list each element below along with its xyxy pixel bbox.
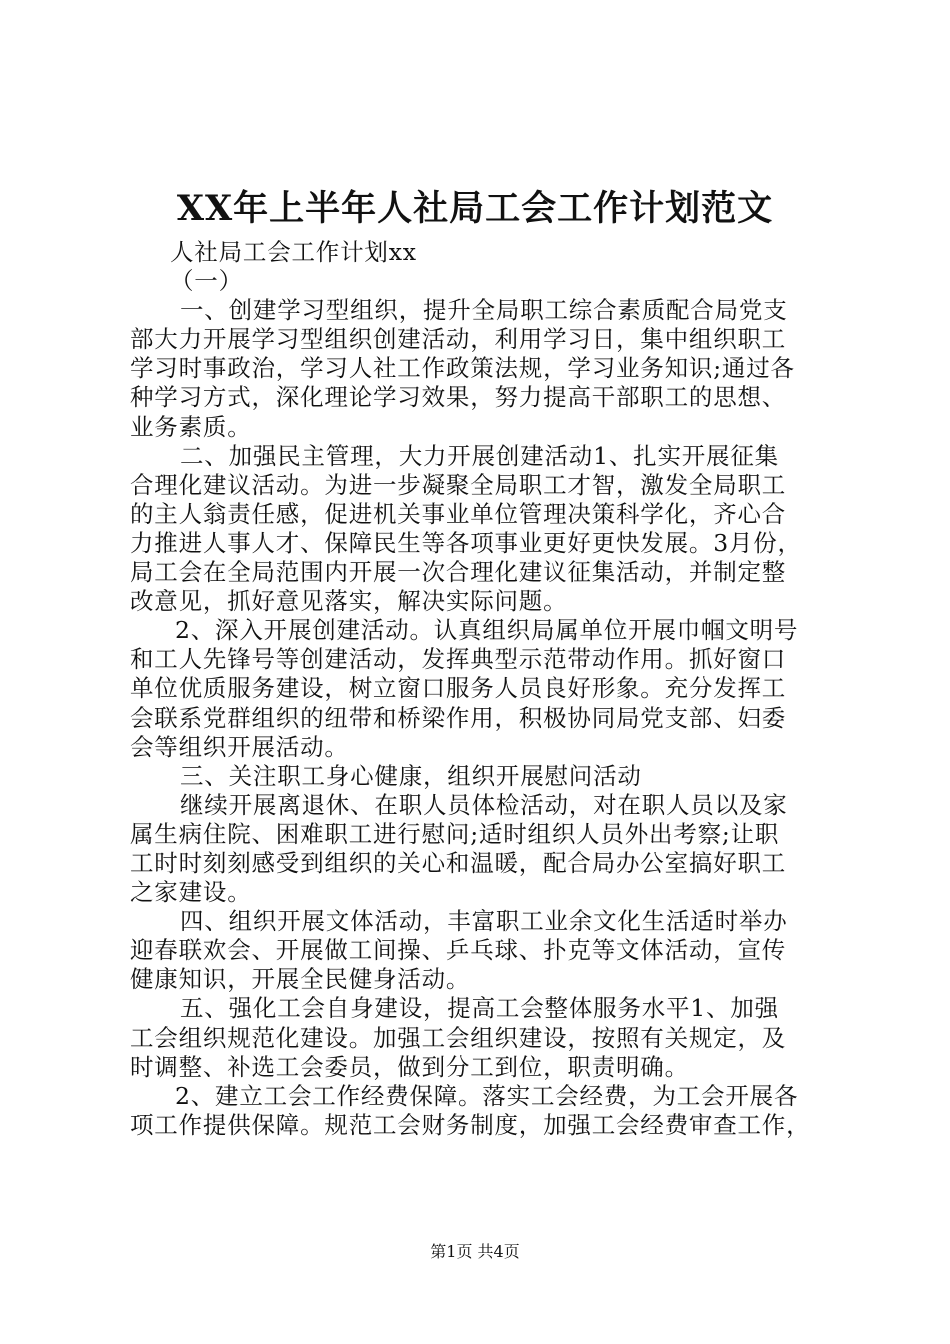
text-line: 四、组织开展文体活动，丰富职工业余文化生活适时举办: [180, 907, 788, 936]
text-line: 项工作提供保障。规范工会财务制度，加强工会经费审查工作，: [130, 1110, 811, 1139]
text-line: 业务素质。: [130, 412, 252, 441]
text-line: 和工人先锋号等创建活动，发挥典型示范带动作用。抓好窗口: [130, 645, 787, 674]
text-line: 单位优质服务建设，树立窗口服务人员良好形象。充分发挥工: [130, 674, 787, 703]
document-body: [130, 238, 830, 1140]
page-footer: 第1页 共4页: [430, 1242, 520, 1261]
text-line: 的主人翁责任感，促进机关事业单位管理决策科学化，齐心合: [130, 499, 787, 528]
text-line: 力推进人事人才、保障民生等各项事业更好更快发展。3月份，: [130, 528, 802, 557]
text-line: 工会组织规范化建设。加强工会组织建设，按照有关规定，及: [130, 1023, 787, 1052]
text-line: 会联系党群组织的纽带和桥梁作用，积极协同局党支部、妇委: [130, 703, 787, 732]
text-line: 之家建设。: [130, 878, 252, 907]
text-line: 三、关注职工身心健康，组织开展慰问活动: [180, 761, 642, 790]
text-line: 工时时刻刻感受到组织的关心和温暖，配合局办公室搞好职工: [130, 848, 787, 877]
text-line: 时调整、补选工会委员，做到分工到位，职责明确。: [130, 1052, 689, 1081]
text-line: 学习时事政治，学习人社工作政策法规，学习业务知识;通过各: [130, 354, 795, 383]
text-line: 二、加强民主管理，大力开展创建活动1、扎实开展征集: [180, 441, 779, 470]
text-line: 五、强化工会自身建设，提高工会整体服务水平1、加强: [180, 994, 779, 1023]
document-title: XX年上半年人社局工会工作计划范文: [176, 188, 774, 229]
text-line: 改意见，抓好意见落实，解决实际问题。: [130, 587, 568, 616]
text-line: 迎春联欢会、开展做工间操、乒乓球、扑克等文体活动，宣传: [130, 936, 787, 965]
text-line: 局工会在全局范围内开展一次合理化建议征集活动，并制定整: [130, 558, 787, 587]
text-line: （一）: [170, 267, 243, 296]
text-line: 人社局工会工作计划xx: [170, 238, 417, 266]
text-line: 健康知识，开展全民健身活动。: [130, 965, 471, 994]
text-line: 部大力开展学习型组织创建活动，利用学习日，集中组织职工: [130, 325, 787, 354]
text-line: 继续开展离退休、在职人员体检活动，对在职人员以及家: [180, 790, 788, 819]
text-line: 2、建立工会工作经费保障。落实工会经费，为工会开展各: [175, 1081, 799, 1110]
text-line: 属生病住院、困难职工进行慰问;适时组织人员外出考察;让职: [130, 819, 780, 848]
text-line: 一、创建学习型组织，提升全局职工综合素质配合局党支: [180, 296, 788, 325]
text-line: 2、深入开展创建活动。认真组织局属单位开展巾帼文明号: [175, 616, 799, 645]
text-line: 合理化建议活动。为进一步凝聚全局职工才智，激发全局职工: [130, 470, 787, 499]
text-line: 种学习方式，深化理论学习效果，努力提高干部职工的思想、: [130, 383, 787, 412]
text-line: 会等组织开展活动。: [130, 732, 349, 761]
